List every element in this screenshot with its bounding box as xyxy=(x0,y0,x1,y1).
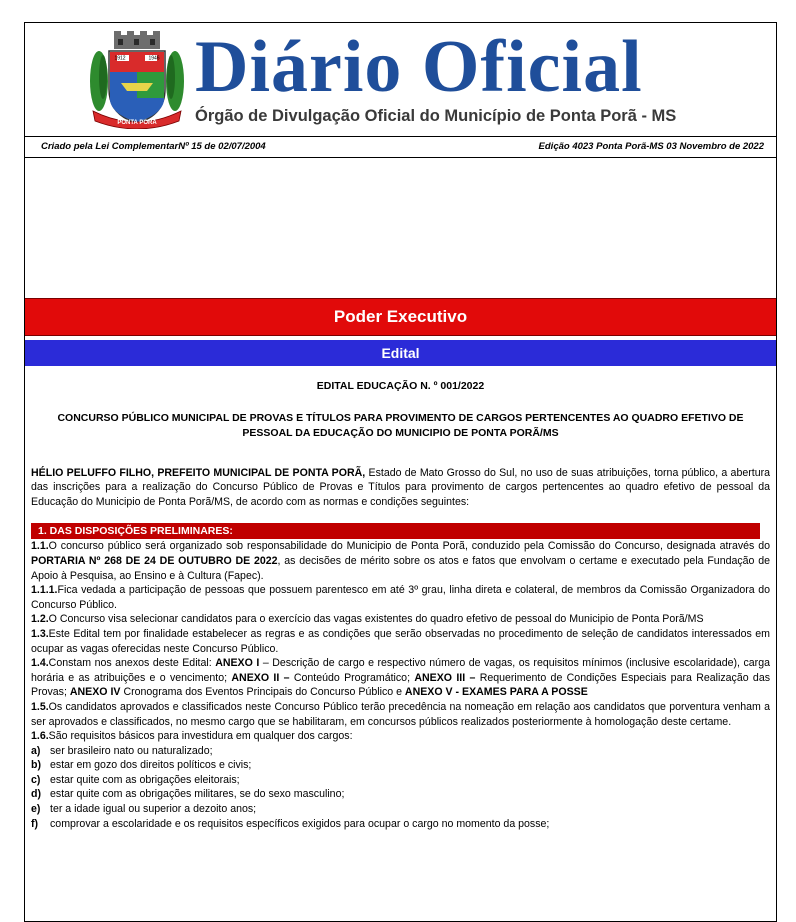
paragraph-1-3 xyxy=(31,627,770,656)
paragraph-number: 1.1. xyxy=(31,540,49,553)
paragraph-text: Este Edital tem por finalidade estabelecer as regras e as condições que serão observadas no procedimento de seleção de candidatos interessados em ocupar as vagas oferecidas neste Concurso Público. xyxy=(31,627,770,655)
anexo-label: ANEXO V - EXAMES PARA A POSSE xyxy=(404,686,588,699)
paragraph-1-1-1 xyxy=(31,583,770,612)
paragraph-number: 1.3. xyxy=(31,627,49,640)
crest-year-right: 1946 xyxy=(148,55,160,62)
list-item-letter: f) xyxy=(31,817,39,830)
section-banner-edital: Edital xyxy=(25,340,776,366)
edital-number: EDITAL EDUCAÇÃO N. º 001/2022 xyxy=(316,380,485,392)
anexo-label: ANEXO II – xyxy=(231,671,290,684)
concurso-title: CONCURSO PÚBLICO MUNICIPAL DE PROVAS E TÍTULOS PARA PROVIMENTO DE CARGOS PERTENCENTES AO QUADRO EFETIVO DE PESSOAL DA EDUCAÇÃO DO MUNICIPIO DE PONTA PORÃ/MS xyxy=(57,411,744,439)
paragraph-text: O concurso público será organizado sob responsabilidade do Municipio de Ponta Porã, conduzido pela Comissão do Concurso, designada através do xyxy=(48,540,770,553)
paragraph-number: 1.4. xyxy=(31,657,49,670)
list-item-text: estar em gozo dos direitos políticos e civis; xyxy=(50,759,252,772)
edition-info-bar xyxy=(25,136,776,158)
requisitos-list xyxy=(31,744,770,832)
anexo-label: ANEXO IV xyxy=(69,686,121,699)
list-item-letter: d) xyxy=(31,788,41,801)
section-banner-poder-executivo: Poder Executivo xyxy=(25,298,776,336)
list-item xyxy=(31,817,770,832)
paragraph-text: Conteúdo Programático; xyxy=(289,671,415,684)
paragraph-number: 1.5. xyxy=(31,700,49,713)
intro-bold: HÉLIO PELUFFO FILHO, PREFEITO MUNICIPAL DE PONTA PORÃ, xyxy=(31,466,366,479)
list-item xyxy=(31,758,770,773)
list-item xyxy=(31,744,770,759)
anexo-label: ANEXO III – xyxy=(414,671,476,684)
list-item-letter: e) xyxy=(31,803,41,816)
list-item xyxy=(31,802,770,817)
paragraph-text: , as decisões de mérito sobre os atos e fatos que envolvam o certame e executado pela Fundação de Apoio à Pesquisa, ao Ensino e à Cultura (Fapec). xyxy=(31,554,771,582)
list-item-text: estar quite com as obrigações eleitorais; xyxy=(50,773,240,786)
blank-area xyxy=(25,158,776,298)
portaria-reference: PORTARIA Nº 268 DE 24 DE OUTUBRO DE 2022 xyxy=(31,554,278,567)
paragraph-text: O Concurso visa selecionar candidatos para o exercício das vagas existentes do quadro efetivo de pessoal do Municipio de Ponta Porã/MS xyxy=(48,613,704,626)
intro-text: Estado de Mato Grosso do Sul, no uso de suas atribuições, torna público, a abertura das inscrições para a realização do Concurso Público de Provas e Títulos para provimento de cargos pertencentes ao quadro efetivo de pessoal da Educação do Municipio de Ponta Porã/MS, de acordo com as normas e condições seguintes: xyxy=(31,466,771,508)
page-title: Diário Oficial xyxy=(195,26,643,108)
paragraph-text: Fica vedada a participação de pessoas que possuem parentesco em até 3º grau, linha direta e colateral, de membros da Comissão Organizadora do Concurso Público. xyxy=(31,584,770,611)
edition-text: Edição 4023 Ponta Porã-MS 03 Novembro de 2022 xyxy=(538,141,764,152)
intro-paragraph xyxy=(31,466,770,510)
section-heading-1: 1. DAS DISPOSIÇÕES PRELIMINARES: xyxy=(31,523,760,539)
municipal-crest-icon xyxy=(87,29,187,129)
paragraph-1-6 xyxy=(31,729,770,744)
anexo-label: ANEXO I xyxy=(215,657,260,670)
list-item-text: comprovar a escolaridade e os requisitos específicos exigidos para ocupar o cargo no momento da posse; xyxy=(50,817,550,830)
list-item-letter: a) xyxy=(31,744,41,757)
list-item-letter: b) xyxy=(31,759,41,772)
list-item-text: estar quite com as obrigações militares, se do sexo masculino; xyxy=(50,788,345,801)
crest-ribbon-text: PONTA PORÃ xyxy=(117,120,157,126)
paragraph-1-2 xyxy=(31,612,770,627)
diario-oficial-page xyxy=(24,22,777,922)
list-item-text: ter a idade igual ou superior a dezoito anos; xyxy=(50,803,257,816)
paragraph-text: Constam nos anexos deste Edital: xyxy=(48,657,216,670)
paragraph-number: 1.1.1. xyxy=(31,584,58,597)
list-item-text: ser brasileiro nato ou naturalizado; xyxy=(50,744,213,757)
creation-law-text: Criado pela Lei ComplementarNº 15 de 02/07/2004 xyxy=(41,141,266,152)
paragraph-text: – Descrição de cargo e respectivo número de vagas, os requisitos mínimos (inclusive escolaridade), carga horária e as atribuições e o vencimento; xyxy=(31,657,770,684)
paragraph-text: Requerimento de Condições Especiais para Realização das Provas; xyxy=(31,671,771,699)
paragraph-1-4 xyxy=(31,656,770,700)
paragraph-text: São requisitos básicos para investidura em qualquer dos cargos: xyxy=(48,730,353,743)
list-item xyxy=(31,773,770,788)
crest-year-left: 1912 xyxy=(114,55,126,62)
paragraph-number: 1.6. xyxy=(31,730,49,743)
paragraph-number: 1.2. xyxy=(31,613,49,626)
list-item xyxy=(31,787,770,802)
list-item-letter: c) xyxy=(31,773,41,786)
masthead xyxy=(25,23,776,136)
paragraph-text: Cronograma dos Eventos Principais do Concurso Público e xyxy=(120,686,405,699)
paragraph-text: Os candidatos aprovados e classificados neste Concurso Público terão precedência na nomeação em relação aos candidatos que porventura venham a ser aprovados e classificados, no mesmo cargo que se habilitaram, em concursos públicos realizados posteriormente à homologação deste certame. xyxy=(31,700,770,728)
document-body xyxy=(25,379,776,831)
paragraph-1-1 xyxy=(31,539,770,583)
paragraph-1-5 xyxy=(31,700,770,729)
page-subtitle: Órgão de Divulgação Oficial do Município de Ponta Porã - MS xyxy=(195,107,677,125)
